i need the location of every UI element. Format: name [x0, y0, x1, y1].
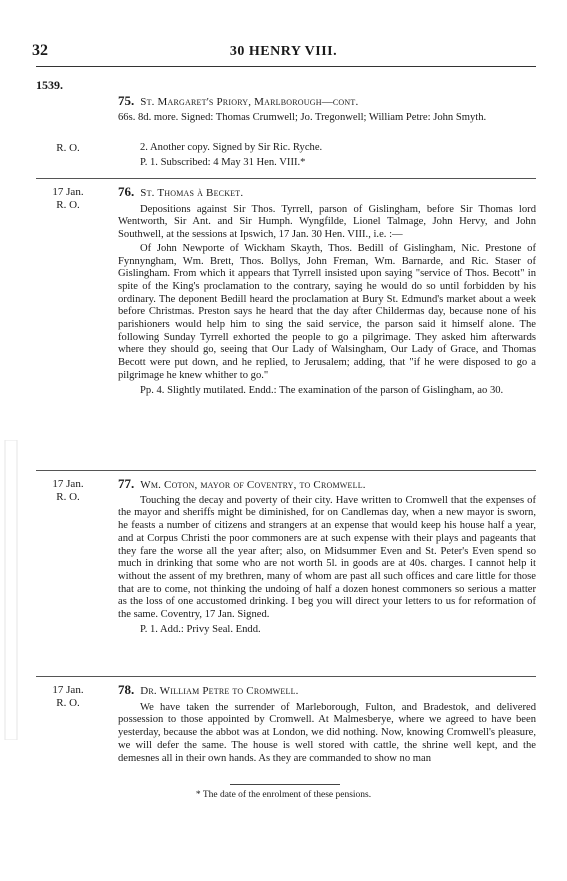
entry-78 — [118, 684, 536, 765]
entry-number: 76. — [118, 184, 135, 199]
entry-date: 17 Jan. — [52, 186, 84, 198]
entry-title: St. Thomas à Becket. — [140, 187, 244, 199]
entry-meta: P. 1. Add.: Privy Seal. Endd. — [140, 623, 261, 635]
entry-paragraph: We have taken the surrender of Marleborough, Fulton, and Bradestok, and delivered possession to those appointed by Cromwell. At Malmesberye, where we agreed to have been yesterday, because the abbot was at London, we did nothing. Now, knowing Cromwell's pleasure, we will defer the same. The house is well stored with cattle, the shrine well kept, and the demesnes all in their own hands. As they are commanded to show no man — [118, 701, 536, 764]
entry-number: 78. — [118, 682, 135, 697]
entry-date: 17 Jan. — [52, 478, 84, 490]
entry-divider — [36, 676, 536, 677]
entry-title: St. Margaret's Priory, Marlborough—cont. — [140, 96, 359, 108]
source-margin: R. O. — [56, 199, 80, 211]
entry-paragraph: Touching the decay and poverty of their city. Have written to Cromwell that the expenses of the mayor and sheriffs might be diminished, for on Candlemas day, when a new mayor is sworn, he feasts a number of citizens and strangers at an expense that would keep his house half a year, and at Corpus Christi the poor commoners are at such expense with their plays and pageants that they fare the worse all the year after; also, on Midsummer Even and St. Peter's Even spend so much in drinking that some who are not worth 5l. in goods are at 40s. charges. I cannot help it without the assent of my brethren, many of whom are past all such offices and care little for those that are to come, not thinking the undoing of half a dozen honest commoners so serious a matter as the loss of one accustomed drinking. I beg you will direct your letters to us for reformation of the same. Coventry, 17 Jan. Signed. — [118, 494, 536, 621]
date-margin — [34, 186, 102, 212]
running-title: 30 HENRY VIII. — [229, 44, 338, 59]
entry-75 — [118, 95, 536, 124]
footnote-rule — [230, 784, 340, 785]
date-margin — [34, 478, 102, 504]
entry-77 — [118, 478, 536, 636]
entry-meta: Pp. 4. Slightly mutilated. Endd.: The examination of the parson of Gislingham, ao 30. — [140, 384, 504, 396]
entry-divider — [36, 470, 536, 471]
watermark-stamp — [4, 440, 18, 740]
page-number: 32 — [32, 42, 48, 59]
entry-75-copy — [118, 142, 536, 169]
footnote: * The date of the enrolment of these pensions. — [195, 790, 372, 800]
entry-date: 17 Jan. — [52, 684, 84, 696]
entry-title: Wm. Coton, mayor of Coventry, to Cromwell. — [140, 479, 366, 491]
entry-paragraph: Depositions against Sir Thos. Tyrrell, parson of Gislingham, before Sir Thomas lord Wentworth, Sir Ant. and Sir Humph. Wyngfilde, Lionel Talmage, John Hervy, and John Southwell, at the sessions at Ipswich, 17 Jan. 30 Hen. VIII., i.e. :— — [118, 203, 536, 241]
entry-text: 66s. 8d. more. Signed: Thomas Crumwell; Jo. Tregonwell; William Petre: John Smyth. — [118, 111, 487, 123]
source-margin: R. O. — [56, 491, 80, 503]
entry-number: 77. — [118, 476, 135, 491]
entry-number: 75. — [118, 93, 135, 108]
entry-paragraph: Of John Newporte of Wickham Skayth, Thos. Bedill of Gislingham, Nic. Prestone of Fynnyngham, Wm. Brett, Thos. Bollys, John Freman, Wm. Barnarde, and Ric. Staser of Gislingham. From which it appears that Tyrrell insisted upon saying "service of Thos. Becott" in spite of the King's proclamation to the contrary, saying he would do so until forbidden by his ordinary. The deponent Bedill heard the proclamation at Bury St. Edmund's market about a week before Christmas. Preston says he heard that the day after Childermas day, because none of his parishioners would help him to sing the said service, the parson said it himself alone. The following Sunday Tyrrell exhorted the people to go a pilgrimage. They asked him afterwards where they should go, seeing that Our Lady of Walsingham, Our Lady of Grace, and Thomas Becott were put down, and he replied, to Jerusalem; adding, that "if he were disposed to go a pilgrimage he knew whither to go." — [118, 242, 536, 381]
source-margin: R. O. — [56, 697, 80, 709]
year-margin: 1539. — [36, 78, 63, 92]
source-margin: R. O. — [56, 142, 80, 154]
entry-divider — [36, 178, 536, 179]
date-margin — [34, 684, 102, 710]
copy-meta: P. 1. Subscribed: 4 May 31 Hen. VIII.* — [140, 156, 306, 168]
entry-76 — [118, 186, 536, 397]
copy-text: 2. Another copy. Signed by Sir Ric. Ryche. — [140, 142, 323, 153]
header-rule — [36, 66, 536, 67]
entry-title: Dr. William Petre to Cromwell. — [140, 685, 299, 697]
